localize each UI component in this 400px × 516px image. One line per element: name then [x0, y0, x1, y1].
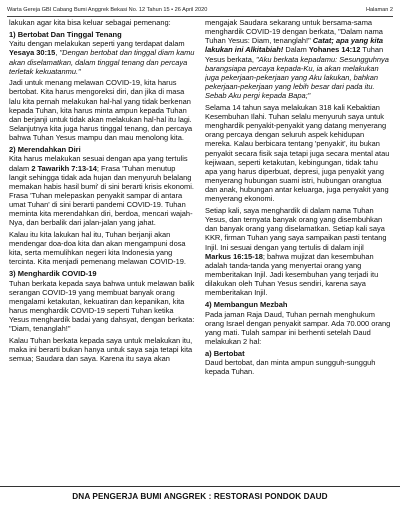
section-2-heading: 2) Merendahkan Diri [9, 144, 81, 154]
text-run: , [55, 48, 60, 58]
scripture-reference: 2 Tawarikh 7:13-14 [31, 163, 97, 173]
section-1-heading: 1) Bertobat Dan Tinggal Tenang [9, 29, 122, 39]
right-paragraph-2: Selama 14 tahun saya melakukan 318 kali Kebaktian Kesembuhan Ilahi. Tuhan selalu menyuruh saya untuk menghardik penyakit-penyakit yang datang menyerang orang percaya dengan seluruh aspek kehidupan mereka. Kalau berbicara tentang 'penyakit', itu bukan penyakit secara fisik saja tetapi juga secara mental atau kejiwaan, seperti ketakutan, kebingungan, tidak tahu apa yang harus diperbuat, depresi, juga penyakit yang menyerang hubungan suami istri, hubungan orangtua dan anak, hubungan antar keluarga, juga penyakit yang menyerang ekonomi. [205, 102, 390, 204]
section-4-paragraph-1: Pada jaman Raja Daud, Tuhan pernah menghukum orang Israel dengan penyakit sampar. Ada 70.000 orang yang mati. Tulah sampar ini berhenti setelah Daud melakukan 2 hal: [205, 309, 391, 346]
section-1-paragraph-2: Jadi untuk menang melawan COVID-19, kita harus bertobat. Kita harus mengoreksi diri, dan jika di masa lalu kita pernah melakukan hal-hal yang tidak berkenan kepada Tuhan, kita harus minta ampun kepada Tuhan dan berjanji untuk tidak akan melakukan hal-hal itu lagi. Selanjutnya kita juga harus tinggal tenang, dan percaya bahwa Tuhan Yesus mampu dan mau menolong kita. [9, 78, 193, 143]
text-run: Tuhan Yesus berkata, [205, 45, 384, 64]
header-page-number: Halaman 2 [365, 7, 393, 13]
scripture-quote: "Dengan bertobat dan tinggal diam kamu akan diselamatkan, dalam tinggal tenang dan percaya terletak kekuatanmu." [9, 48, 195, 76]
section-2-paragraph-2: Kalau itu kita lakukan hal itu, Tuhan berjanji akan mendengar doa-doa kita dan akan mengampuni dosa kita, serta memulihkan negeri kita Indonesia yang tercinta. Kita menjadi pemenang melawan COVID-19. [9, 230, 186, 267]
text-run: Kita harus melakukan sesuai dengan apa yang tertulis dalam [9, 154, 188, 173]
page-header [7, 5, 393, 17]
article-body [9, 18, 391, 482]
scripture-reference: Markus 16:15-18 [205, 251, 263, 261]
right-paragraph-1 [205, 18, 391, 100]
text-run: ; Frasa 'Tuhan menutup langit sehingga tidak ada hujan dan menyuruh belalang memakan habis hasil bumi' di sini berarti krisis ekonomi. Frasa 'Tuhan melepaskan penyakit sampar di antara umat Tuhan' di sini berarti pandemi COVID-19. Tuhan meminta kita merendahkan diri, berdoa, mencari wajah-Nya, dan berbalik dari jalan-jalan yang jahat. [9, 163, 194, 228]
emphasis-note: Catat; apa yang kita lakukan ini Alkitabiah! [205, 36, 384, 55]
left-column [9, 18, 195, 482]
section-1-paragraph-1 [9, 39, 195, 76]
text-run: mengajak Saudara sekarang untuk bersama-sama menghardik COVID-19 dengan berkata, "Dalam nama Tuhan Yesus: Diam, tenanglah!" [205, 18, 383, 46]
section-4-heading: 4) Membangun Mezbah [205, 299, 288, 309]
header-publication: Warta Gereja GBI Cabang Bumi Anggrek Bekasi No. 12 Tahun 15 • 26 April 2020 [7, 7, 208, 13]
scripture-reference: Yesaya 30:15 [9, 48, 56, 58]
section-3-paragraph-1: Tuhan berkata kepada saya bahwa untuk melawan balik serangan COVID-19 yang membuat banyak orang mengalami ketakutan, kekuatiran dan kepanikan, kita harus menghardik COVID-19 seperti Tuhan ketika Yesus menghardik badai yang dahsyat, dengan berkata: "Diam, tenanglah!" [9, 278, 195, 334]
text-run: Setiap kali, saya menghardik di dalam nama Tuhan Yesus, dan ternyata banyak orang yang disembuhkan dan banyak orang yang diselamatkan. Setiap kali saya KKR, firman Tuhan yang saya sampaikan pasti tentang Injil. Ini sesuai dengan yang tertulis di dalam injil [205, 205, 387, 252]
text-run: ; bahwa mujizat dan kesembuhan adalah tanda-tanda yang menyertai orang yang memberitakan Injil. Jadi kesembuhan yang terjadi itu dilakukan oleh Tuhan Yesus sendiri, karena saya memberitakan Injil. [205, 251, 379, 298]
text-run: Dalam [283, 45, 309, 55]
section-3-heading: 3) Menghardik COVID-19 [9, 269, 97, 279]
right-column [205, 18, 391, 482]
section-2-paragraph-1 [9, 154, 195, 227]
intro-text: lakukan agar kita bisa keluar sebagai pemenang: [9, 18, 171, 27]
text-run: Yaitu dengan melakukan seperti yang terdapat dalam [9, 39, 185, 49]
page-footer-banner: DNA PENGERJA BUMI ANGGREK : RESTORASI PONDOK DAUD [0, 486, 400, 509]
section-4a-paragraph-1: Daud bertobat, dan minta ampun sungguh-sungguh kepada Tuhan. [205, 358, 376, 377]
section-3-paragraph-2: Kalau Tuhan berkata kepada saya untuk melakukan itu, maka ini berarti bukan hanya untuk saya saja tetapi kita semua; Saudara dan saya. Karena itu saya akan [9, 336, 193, 364]
scripture-quote: "Aku berkata kepadamu: Sesungguhnya barangsiapa percaya kepada-Ku, ia akan melakukan juga pekerjaan-pekerjaan yang Aku lakukan, bahkan pekerjaan-pekerjaan yang lebih besar dari pada itu. Sebab Aku pergi kepada Bapa;" [205, 54, 389, 101]
section-4a-heading: a) Bertobat [205, 348, 245, 358]
scripture-reference: Yohanes 14:12 [308, 45, 361, 55]
right-paragraph-3 [205, 206, 391, 298]
